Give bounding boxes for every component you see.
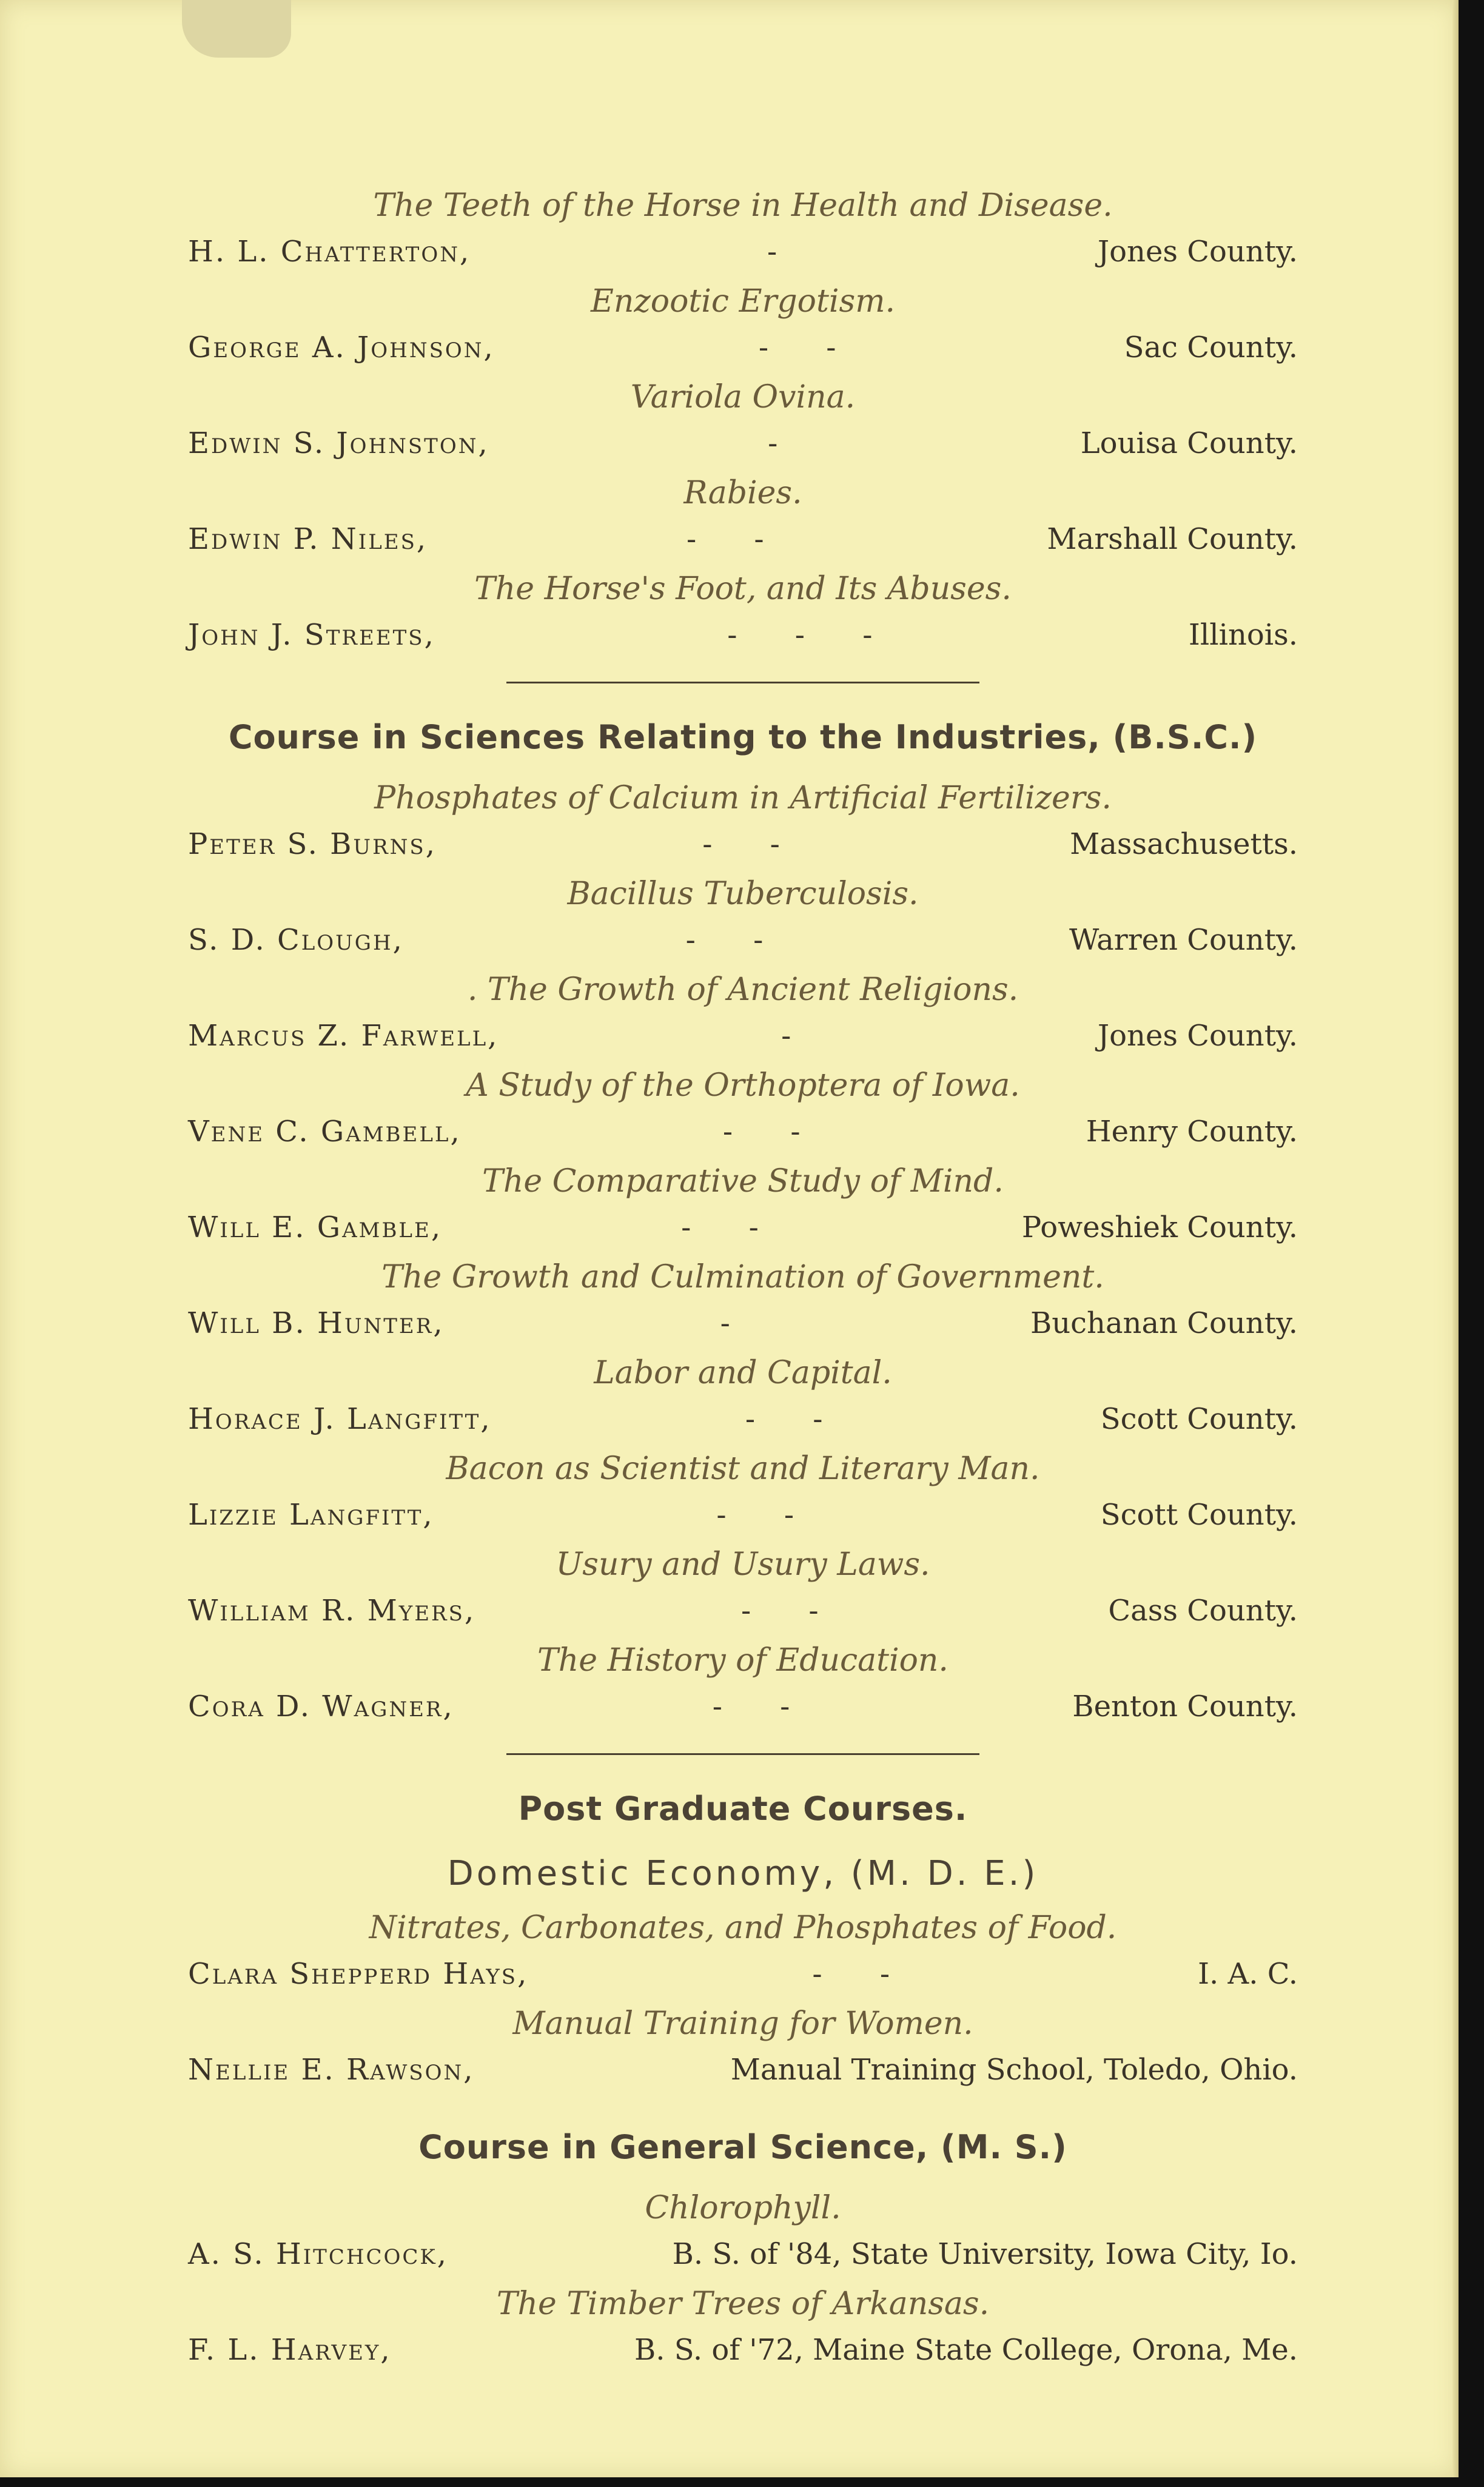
leader-dashes: - -	[722, 1115, 825, 1149]
author-name: Peter S. Burns,	[188, 827, 437, 861]
list-item	[188, 1541, 1298, 1633]
author-row	[188, 1492, 1298, 1537]
thesis-title: The Timber Trees of Arkansas.	[496, 2286, 990, 2322]
thesis-title: Nitrates, Carbonates, and Phosphates of Food.	[369, 1910, 1117, 1946]
list-item	[188, 1445, 1298, 1537]
list-item	[188, 1158, 1298, 1250]
list-item	[188, 2184, 1298, 2277]
leader-dashes: - -	[712, 1690, 814, 1723]
leader-dashes: - -	[745, 1402, 847, 1436]
author-name: William R. Myers,	[188, 1594, 476, 1628]
course-heading: Post Graduate Courses.	[518, 1790, 968, 1828]
author-row	[188, 1205, 1298, 1250]
leader-dashes: -	[781, 1019, 816, 1053]
thesis-title: Manual Training for Women.	[512, 2005, 973, 2042]
leader-dashes: - - -	[727, 618, 897, 652]
author-place: Henry County.	[1086, 1115, 1298, 1149]
course-heading: Course in Sciences Relating to the Industries, (B.S.C.)	[228, 718, 1258, 756]
author-place: Scott County.	[1100, 1498, 1298, 1532]
thesis-title: Usury and Usury Laws.	[556, 1546, 930, 1583]
thesis-title: The Growth and Culmination of Government.	[381, 1259, 1104, 1295]
thesis-title: The History of Education.	[537, 1642, 948, 1679]
author-place: Jones County.	[1097, 1019, 1298, 1053]
leader-dashes: -	[767, 235, 802, 269]
thesis-title: Rabies.	[683, 475, 802, 511]
leader-dashes: - -	[685, 923, 788, 957]
thesis-list-veterinary	[188, 182, 1298, 657]
author-name: Will B. Hunter,	[188, 1306, 445, 1340]
author-place: Buchanan County.	[1030, 1306, 1298, 1340]
author-row	[188, 421, 1298, 466]
author-name: Clara Shepperd Hays,	[188, 1957, 529, 1991]
course-subheading: Domestic Economy, (M. D. E.)	[447, 1854, 1039, 1893]
course-general-science	[188, 2120, 1298, 2372]
list-item	[188, 278, 1298, 370]
author-name: S. D. Clough,	[188, 923, 404, 957]
leader-dashes: - -	[812, 1957, 915, 1991]
author-place: Massachusetts.	[1070, 827, 1298, 861]
list-item	[188, 1062, 1298, 1154]
program-content	[188, 182, 1298, 2376]
author-name: Cora D. Wagner,	[188, 1690, 454, 1723]
author-row	[188, 1301, 1298, 1346]
author-row	[188, 1684, 1298, 1729]
leader-dashes: -	[720, 1306, 754, 1340]
author-place: Illinois.	[1188, 618, 1298, 652]
author-row	[188, 1952, 1298, 1996]
author-row	[188, 325, 1298, 370]
list-item	[188, 1254, 1298, 1346]
author-place: B. S. of '84, State University, Iowa City, Io.	[672, 2237, 1298, 2271]
thesis-title: . The Growth of Ancient Religions.	[467, 972, 1019, 1008]
author-name: Vene C. Gambell,	[188, 1115, 462, 1149]
list-item	[188, 870, 1298, 962]
author-row	[188, 517, 1298, 562]
author-place: Benton County.	[1072, 1690, 1298, 1723]
thesis-title: Enzootic Ergotism.	[590, 283, 896, 320]
author-place: Jones County.	[1097, 235, 1298, 269]
list-item	[188, 182, 1298, 274]
author-name: Edwin S. Johnston,	[188, 426, 489, 460]
author-place: Scott County.	[1100, 1402, 1298, 1436]
author-name: A. S. Hitchcock,	[188, 2237, 449, 2271]
author-name: Will E. Gamble,	[188, 1210, 443, 1244]
author-row	[188, 1013, 1298, 1058]
post-graduate-courses	[188, 1782, 1298, 2092]
list-item	[188, 2000, 1298, 2092]
author-row	[188, 1397, 1298, 1442]
author-place: Warren County.	[1069, 923, 1298, 957]
leader-dashes: -	[768, 426, 802, 460]
leader-dashes: - -	[686, 522, 788, 556]
author-place: I. A. C.	[1198, 1957, 1298, 1991]
course-heading: Course in General Science, (M. S.)	[418, 2128, 1067, 2166]
thesis-title: The Teeth of the Horse in Health and Disease.	[373, 187, 1113, 224]
list-item	[188, 469, 1298, 562]
author-row	[188, 918, 1298, 962]
list-item	[188, 2280, 1298, 2372]
author-place: Cass County.	[1108, 1594, 1298, 1628]
author-name: Horace J. Langfitt,	[188, 1402, 492, 1436]
author-row	[188, 822, 1298, 867]
list-item	[188, 374, 1298, 466]
author-name: Lizzie Langfitt,	[188, 1498, 434, 1532]
thesis-title: Bacon as Scientist and Literary Man.	[446, 1451, 1040, 1487]
author-name: Edwin P. Niles,	[188, 522, 428, 556]
leader-dashes: - -	[740, 1594, 843, 1628]
thesis-title: Phosphates of Calcium in Artificial Fertilizers.	[374, 780, 1112, 816]
list-item	[188, 774, 1298, 867]
author-place: Poweshiek County.	[1021, 1210, 1298, 1244]
list-item	[188, 1904, 1298, 1996]
author-name: Nellie E. Rawson,	[188, 2053, 475, 2087]
author-place: Sac County.	[1124, 331, 1298, 364]
divider	[506, 1753, 979, 1755]
author-name: George A. Johnson,	[188, 331, 495, 364]
leader-dashes: - -	[758, 331, 861, 364]
author-row	[188, 1109, 1298, 1154]
author-name: John J. Streets,	[188, 618, 435, 652]
thesis-title: Chlorophyll.	[645, 2190, 841, 2226]
author-name: H. L. Chatterton,	[188, 235, 471, 269]
thesis-title: The Comparative Study of Mind.	[482, 1163, 1004, 1200]
torn-corner	[182, 0, 291, 58]
author-place: Marshall County.	[1047, 522, 1298, 556]
leader-dashes: - -	[681, 1210, 783, 1244]
author-row	[188, 2047, 1298, 2092]
course-sciences-industries	[188, 710, 1298, 1729]
author-row	[188, 2232, 1298, 2277]
author-row	[188, 1588, 1298, 1633]
leader-dashes: - -	[702, 827, 804, 861]
list-item	[188, 1349, 1298, 1442]
author-place: B. S. of '72, Maine State College, Orona, Me.	[634, 2333, 1298, 2367]
thesis-title: Bacillus Tuberculosis.	[567, 876, 919, 912]
thesis-title: Labor and Capital.	[594, 1355, 892, 1391]
divider	[506, 682, 979, 683]
author-place: Manual Training School, Toledo, Ohio.	[730, 2053, 1298, 2087]
author-name: Marcus Z. Farwell,	[188, 1019, 499, 1053]
list-item	[188, 1637, 1298, 1729]
author-name: F. L. Harvey,	[188, 2333, 392, 2367]
thesis-title: The Horse's Foot, and Its Abuses.	[474, 571, 1012, 607]
list-item	[188, 565, 1298, 657]
author-row	[188, 613, 1298, 657]
author-row	[188, 2328, 1298, 2372]
author-place: Louisa County.	[1080, 426, 1298, 460]
list-item	[188, 966, 1298, 1058]
author-row	[188, 229, 1298, 274]
leader-dashes: - -	[716, 1498, 819, 1532]
thesis-title: A Study of the Orthoptera of Iowa.	[466, 1067, 1020, 1104]
thesis-title: Variola Ovina.	[630, 379, 856, 415]
